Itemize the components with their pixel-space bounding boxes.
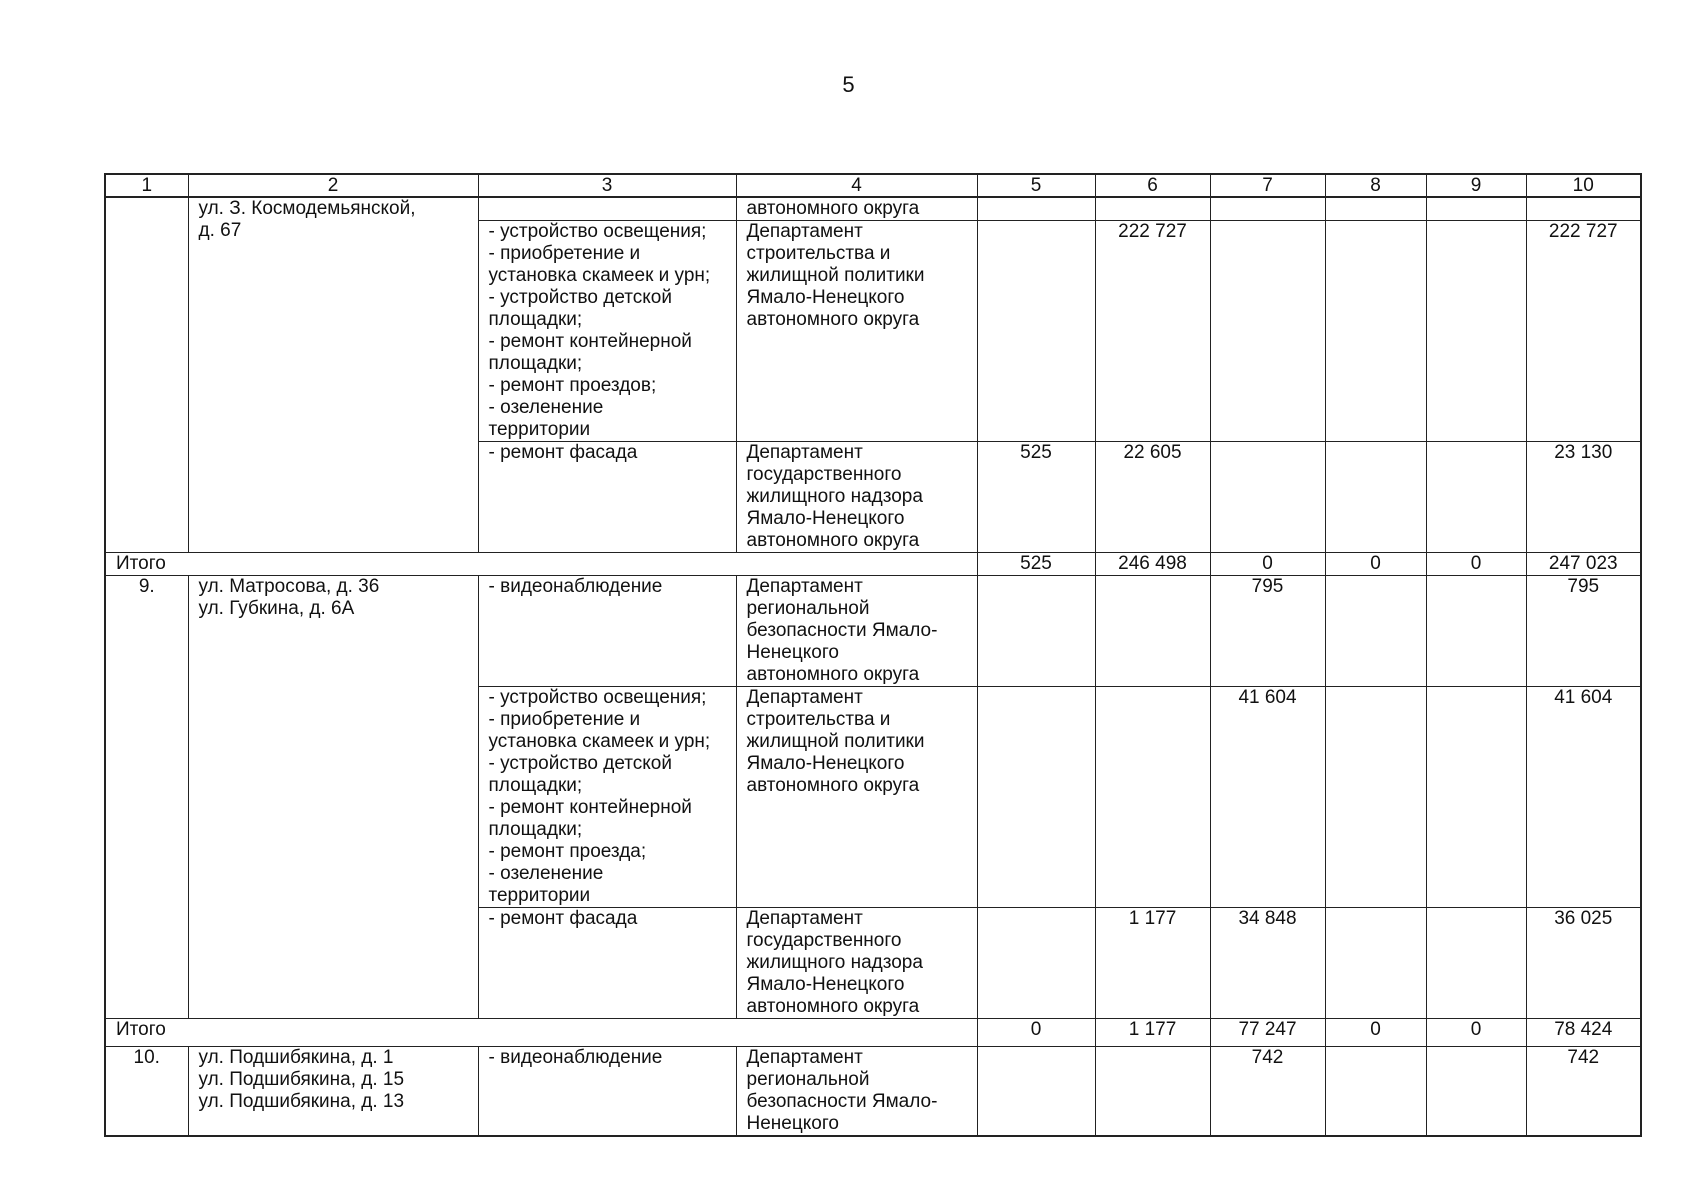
address-cell: ул. Матросова, д. 36 ул. Губкина, д. 6А: [188, 576, 478, 1019]
department-cell: Департамент региональной безопасности Ямало- Ненецкого: [736, 1047, 977, 1137]
value-cell: [1095, 197, 1210, 221]
table-row: [105, 576, 1641, 687]
funding-table: [104, 173, 1642, 1137]
col-header-2: 2: [188, 174, 478, 197]
value-cell: 34 848: [1210, 908, 1325, 1019]
value-cell: [1426, 221, 1526, 442]
total-label: Итого: [105, 553, 977, 576]
total-value: 247 023: [1526, 553, 1641, 576]
total-value: 78 424: [1526, 1019, 1641, 1047]
total-value: 0: [1426, 553, 1526, 576]
total-value: 246 498: [1095, 553, 1210, 576]
total-value: 0: [1325, 1019, 1426, 1047]
table-row: [105, 1047, 1641, 1137]
column-number-row: [105, 174, 1641, 197]
total-value: 77 247: [1210, 1019, 1325, 1047]
address-cell: ул. З. Космодемьянской, д. 67: [188, 197, 478, 553]
col-header-10: 10: [1526, 174, 1641, 197]
col-header-3: 3: [478, 174, 736, 197]
total-row: [105, 553, 1641, 576]
value-cell: [1426, 197, 1526, 221]
value-cell: [1095, 576, 1210, 687]
value-cell: [1526, 197, 1641, 221]
value-cell: [1426, 687, 1526, 908]
total-row: [105, 1019, 1641, 1047]
total-label: Итого: [105, 1019, 977, 1047]
works-cell: - устройство освещения; - приобретение и установка скамеек и урн; - устройство детской площадки; - ремонт контейнерной площадки; - ремонт проезда; - озеленение территории: [478, 687, 736, 908]
value-cell: 742: [1210, 1047, 1325, 1137]
value-cell: 525: [977, 442, 1095, 553]
works-cell: - видеонаблюдение: [478, 576, 736, 687]
works-cell: - ремонт фасада: [478, 908, 736, 1019]
total-value: 0: [1325, 553, 1426, 576]
col-header-6: 6: [1095, 174, 1210, 197]
value-cell: [1095, 1047, 1210, 1137]
department-cell: автономного округа: [736, 197, 977, 221]
value-cell: [1325, 687, 1426, 908]
total-value: 0: [1426, 1019, 1526, 1047]
value-cell: [1210, 197, 1325, 221]
value-cell: 23 130: [1526, 442, 1641, 553]
col-header-4: 4: [736, 174, 977, 197]
total-value: 0: [1210, 553, 1325, 576]
value-cell: [1325, 197, 1426, 221]
address-cell: ул. Подшибякина, д. 1 ул. Подшибякина, д. 15 ул. Подшибякина, д. 13: [188, 1047, 478, 1137]
value-cell: [977, 576, 1095, 687]
value-cell: 22 605: [1095, 442, 1210, 553]
total-value: 1 177: [1095, 1019, 1210, 1047]
works-cell: [478, 197, 736, 221]
department-cell: Департамент государственного жилищного надзора Ямало-Ненецкого автономного округа: [736, 908, 977, 1019]
value-cell: [977, 687, 1095, 908]
row-number-cell: 10.: [105, 1047, 188, 1137]
value-cell: 36 025: [1526, 908, 1641, 1019]
value-cell: 222 727: [1526, 221, 1641, 442]
value-cell: 41 604: [1210, 687, 1325, 908]
department-cell: Департамент строительства и жилищной политики Ямало-Ненецкого автономного округа: [736, 221, 977, 442]
value-cell: [1325, 221, 1426, 442]
col-header-9: 9: [1426, 174, 1526, 197]
department-cell: Департамент государственного жилищного надзора Ямало-Ненецкого автономного округа: [736, 442, 977, 553]
value-cell: 795: [1210, 576, 1325, 687]
value-cell: [977, 1047, 1095, 1137]
row-number-cell: [105, 197, 188, 553]
total-value: 525: [977, 553, 1095, 576]
value-cell: [1325, 576, 1426, 687]
works-cell: - устройство освещения; - приобретение и установка скамеек и урн; - устройство детской площадки; - ремонт контейнерной площадки; - ремонт проездов; - озеленение территории: [478, 221, 736, 442]
value-cell: [1210, 221, 1325, 442]
col-header-1: 1: [105, 174, 188, 197]
col-header-5: 5: [977, 174, 1095, 197]
col-header-8: 8: [1325, 174, 1426, 197]
value-cell: 41 604: [1526, 687, 1641, 908]
row-number-cell: 9.: [105, 576, 188, 1019]
department-cell: Департамент строительства и жилищной политики Ямало-Ненецкого автономного округа: [736, 687, 977, 908]
value-cell: [1325, 442, 1426, 553]
value-cell: [1426, 908, 1526, 1019]
value-cell: [1325, 1047, 1426, 1137]
col-header-7: 7: [1210, 174, 1325, 197]
table-row: [105, 197, 1641, 221]
value-cell: [1210, 442, 1325, 553]
value-cell: [977, 197, 1095, 221]
total-value: 0: [977, 1019, 1095, 1047]
works-cell: - ремонт фасада: [478, 442, 736, 553]
value-cell: 795: [1526, 576, 1641, 687]
value-cell: [977, 221, 1095, 442]
page-number: 5: [842, 72, 855, 97]
value-cell: [1095, 687, 1210, 908]
department-cell: Департамент региональной безопасности Ямало- Ненецкого автономного округа: [736, 576, 977, 687]
value-cell: [1426, 442, 1526, 553]
value-cell: [1426, 576, 1526, 687]
value-cell: 742: [1526, 1047, 1641, 1137]
value-cell: [1325, 908, 1426, 1019]
value-cell: 222 727: [1095, 221, 1210, 442]
value-cell: 1 177: [1095, 908, 1210, 1019]
value-cell: [977, 908, 1095, 1019]
works-cell: - видеонаблюдение: [478, 1047, 736, 1137]
value-cell: [1426, 1047, 1526, 1137]
